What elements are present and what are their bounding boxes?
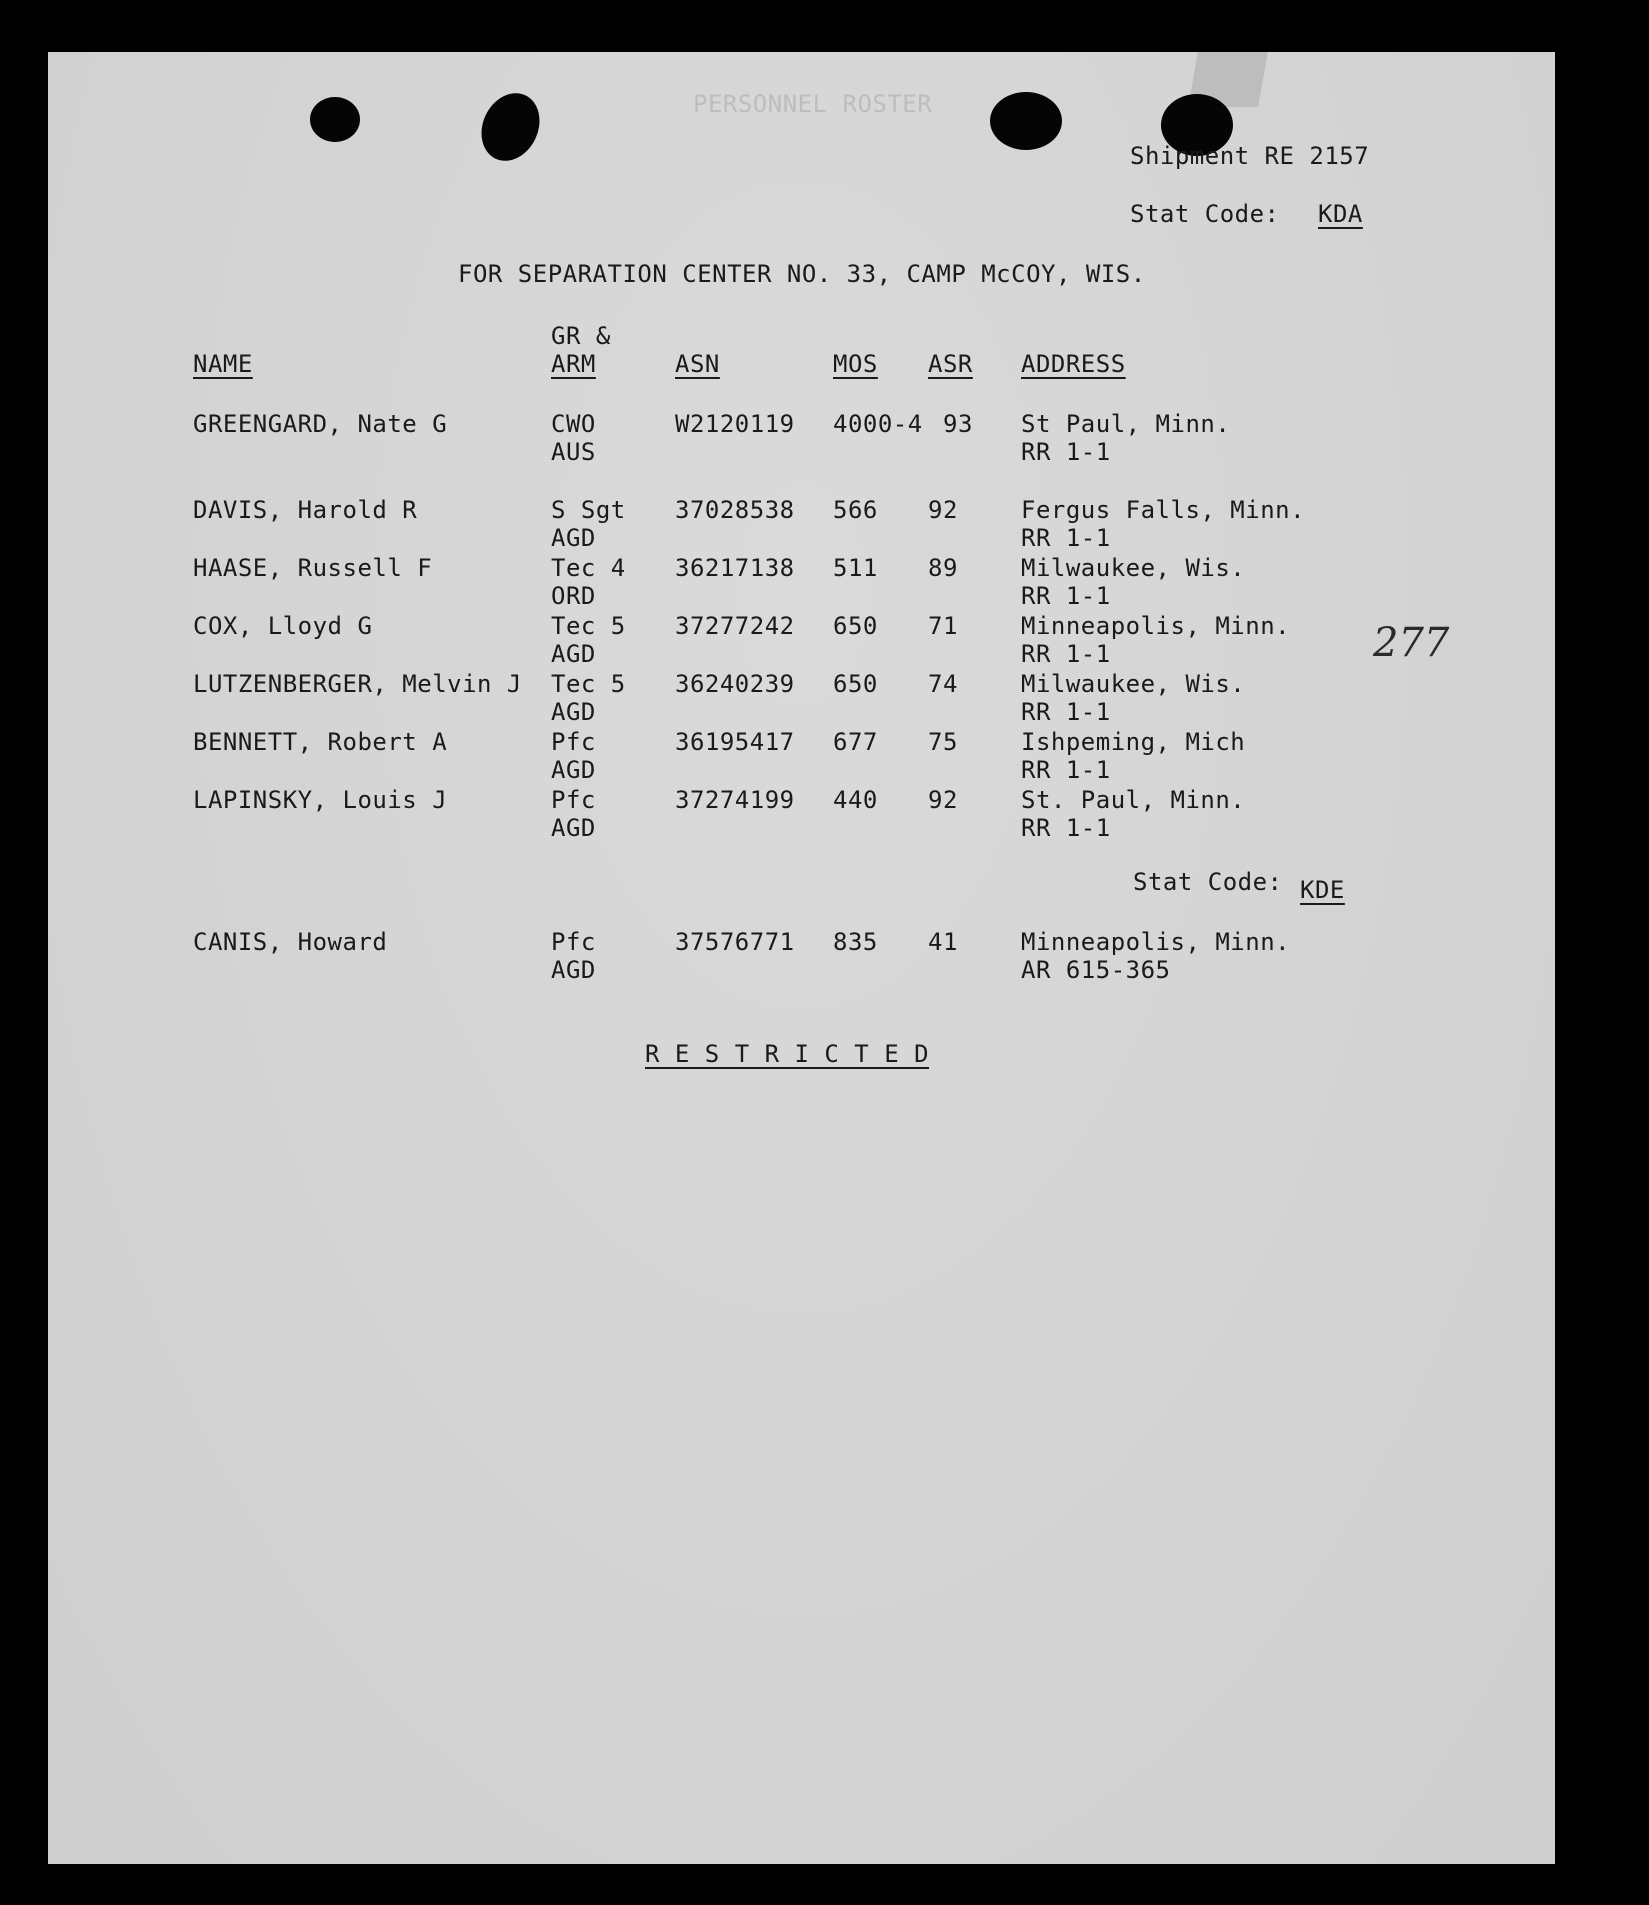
- row-arm: AGD: [551, 698, 596, 726]
- row-asr: 92: [928, 786, 958, 814]
- row-asn: 36195417: [675, 728, 795, 756]
- row-arm: AGD: [551, 956, 596, 984]
- row-asn: 37576771: [675, 928, 795, 956]
- row-grade: S Sgt: [551, 496, 626, 524]
- row-arm: AGD: [551, 524, 596, 552]
- row-name: BENNETT, Robert A: [193, 728, 448, 756]
- col-header-asr: ASR: [928, 350, 973, 378]
- row-grade: Tec 4: [551, 554, 626, 582]
- row-address-2: RR 1-1: [1021, 640, 1111, 668]
- faint-title: PERSONNEL ROSTER: [693, 90, 933, 118]
- row-asn: 37277242: [675, 612, 795, 640]
- col-header-mos: MOS: [833, 350, 878, 378]
- row-address-2: RR 1-1: [1021, 582, 1111, 610]
- row-address-2: AR 615-365: [1021, 956, 1171, 984]
- row-name: CANIS, Howard: [193, 928, 388, 956]
- row-name: GREENGARD, Nate G: [193, 410, 448, 438]
- row-asr: 74: [928, 670, 958, 698]
- row-mos: 566: [833, 496, 878, 524]
- row-address-1: Minneapolis, Minn.: [1021, 928, 1291, 956]
- row-arm: ORD: [551, 582, 596, 610]
- row-mos: 835: [833, 928, 878, 956]
- row-address-1: Ishpeming, Mich: [1021, 728, 1246, 756]
- row-name: DAVIS, Harold R: [193, 496, 418, 524]
- row-asr: 89: [928, 554, 958, 582]
- row-arm: AGD: [551, 756, 596, 784]
- shipment-number: Shipment RE 2157: [1130, 142, 1370, 170]
- row-address-2: RR 1-1: [1021, 524, 1111, 552]
- stat-code-label-2: Stat Code:: [1133, 868, 1283, 896]
- row-grade: Pfc: [551, 928, 596, 956]
- row-grade: Pfc: [551, 728, 596, 756]
- stat-code-label-1: Stat Code:: [1130, 200, 1280, 228]
- row-address-2: RR 1-1: [1021, 814, 1111, 842]
- row-mos: 650: [833, 612, 878, 640]
- row-address-1: St Paul, Minn.: [1021, 410, 1231, 438]
- col-header-asn: ASN: [675, 350, 720, 378]
- row-mos: 650: [833, 670, 878, 698]
- row-grade: Tec 5: [551, 612, 626, 640]
- row-mos: 511: [833, 554, 878, 582]
- row-asn: 37274199: [675, 786, 795, 814]
- handwritten-page-number: 277: [1373, 620, 1450, 666]
- row-address-2: RR 1-1: [1021, 698, 1111, 726]
- col-header-gr-bottom: ARM: [551, 350, 596, 378]
- punch-hole-3: [990, 92, 1062, 150]
- row-name: COX, Lloyd G: [193, 612, 373, 640]
- row-mos: 4000-4: [833, 410, 923, 438]
- row-grade: CWO: [551, 410, 596, 438]
- row-arm: AGD: [551, 640, 596, 668]
- separation-center-line: FOR SEPARATION CENTER NO. 33, CAMP McCOY, WIS.: [458, 260, 1146, 288]
- row-mos: 440: [833, 786, 878, 814]
- stat-code-value-2: KDE: [1300, 876, 1345, 904]
- punch-hole-1: [310, 97, 360, 142]
- row-asr: 93: [943, 410, 973, 438]
- row-name: LAPINSKY, Louis J: [193, 786, 448, 814]
- row-grade: Pfc: [551, 786, 596, 814]
- restricted-footer: R E S T R I C T E D: [645, 1040, 930, 1068]
- row-asn: 36217138: [675, 554, 795, 582]
- row-address-2: RR 1-1: [1021, 438, 1111, 466]
- row-address-1: Milwaukee, Wis.: [1021, 670, 1246, 698]
- row-grade: Tec 5: [551, 670, 626, 698]
- row-address-1: Milwaukee, Wis.: [1021, 554, 1246, 582]
- row-mos: 677: [833, 728, 878, 756]
- col-header-gr-top: GR &: [551, 322, 611, 350]
- row-asn: 37028538: [675, 496, 795, 524]
- row-address-1: St. Paul, Minn.: [1021, 786, 1246, 814]
- row-address-2: RR 1-1: [1021, 756, 1111, 784]
- document-page: [48, 52, 1555, 1864]
- row-asr: 75: [928, 728, 958, 756]
- stat-code-value-1: KDA: [1318, 200, 1363, 228]
- col-header-name: NAME: [193, 350, 253, 378]
- row-address-1: Fergus Falls, Minn.: [1021, 496, 1306, 524]
- punch-hole-2: [471, 84, 550, 171]
- row-asn: 36240239: [675, 670, 795, 698]
- row-name: LUTZENBERGER, Melvin J: [193, 670, 522, 698]
- col-header-address: ADDRESS: [1021, 350, 1126, 378]
- row-name: HAASE, Russell F: [193, 554, 433, 582]
- row-asr: 71: [928, 612, 958, 640]
- row-arm: AUS: [551, 438, 596, 466]
- row-asr: 41: [928, 928, 958, 956]
- row-asn: W2120119: [675, 410, 795, 438]
- row-asr: 92: [928, 496, 958, 524]
- row-address-1: Minneapolis, Minn.: [1021, 612, 1291, 640]
- row-arm: AGD: [551, 814, 596, 842]
